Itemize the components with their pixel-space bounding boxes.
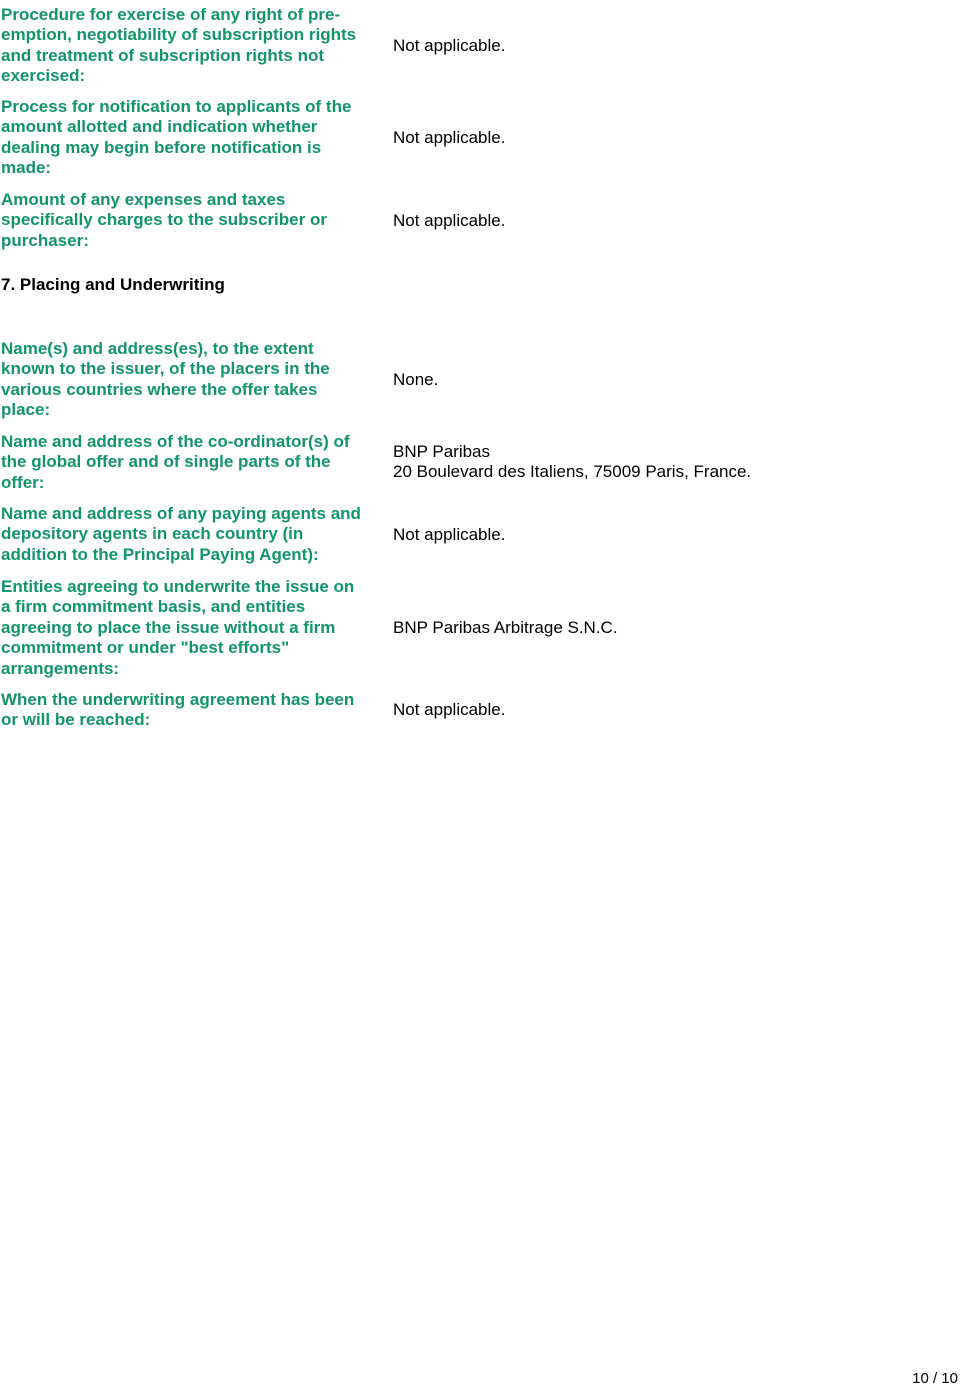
value-underwriting-agreement: Not applicable. — [393, 700, 506, 719]
label-underwriting-entities: Entities agreeing to underwrite the issue on a firm commitment basis, and entities agreeing to place the issue without a firm commitment or under "best efforts" arrangements: — [1, 577, 355, 678]
value-placers: None. — [393, 370, 439, 389]
label-expenses-taxes: Amount of any expenses and taxes specifically charges to the subscriber or purchaser: — [1, 190, 327, 250]
value-underwriting-entities: BNP Paribas Arbitrage S.N.C. — [393, 618, 618, 637]
value-coordinator: BNP Paribas 20 Boulevard des Italiens, 75009 Paris, France. — [393, 442, 752, 482]
value-expenses-taxes: Not applicable. — [393, 211, 506, 230]
value-pre-emption-procedure: Not applicable. — [393, 36, 506, 55]
label-pre-emption-procedure: Procedure for exercise of any right of pre- emption, negotiability of subscription rights and treatment of subscription rights not exercised: — [1, 5, 357, 86]
section-heading-placing-underwriting: 7. Placing and Underwriting — [1, 275, 225, 294]
label-paying-agents: Name and address of any paying agents and depository agents in each country (in addition to the Principal Paying Agent): — [1, 504, 361, 564]
page-number: 10 / 10 — [912, 1370, 958, 1387]
value-notification-process: Not applicable. — [393, 128, 506, 147]
label-placers: Name(s) and address(es), to the extent known to the issuer, of the placers in the various countries where the offer takes place: — [1, 339, 330, 420]
label-coordinator: Name and address of the co-ordinator(s) of the global offer and of single parts of the offer: — [1, 432, 350, 492]
label-notification-process: Process for notification to applicants of the amount allotted and indication whether dealing may begin before notification is made: — [1, 97, 352, 178]
label-underwriting-agreement: When the underwriting agreement has been or will be reached: — [1, 690, 355, 730]
value-paying-agents: Not applicable. — [393, 525, 506, 544]
